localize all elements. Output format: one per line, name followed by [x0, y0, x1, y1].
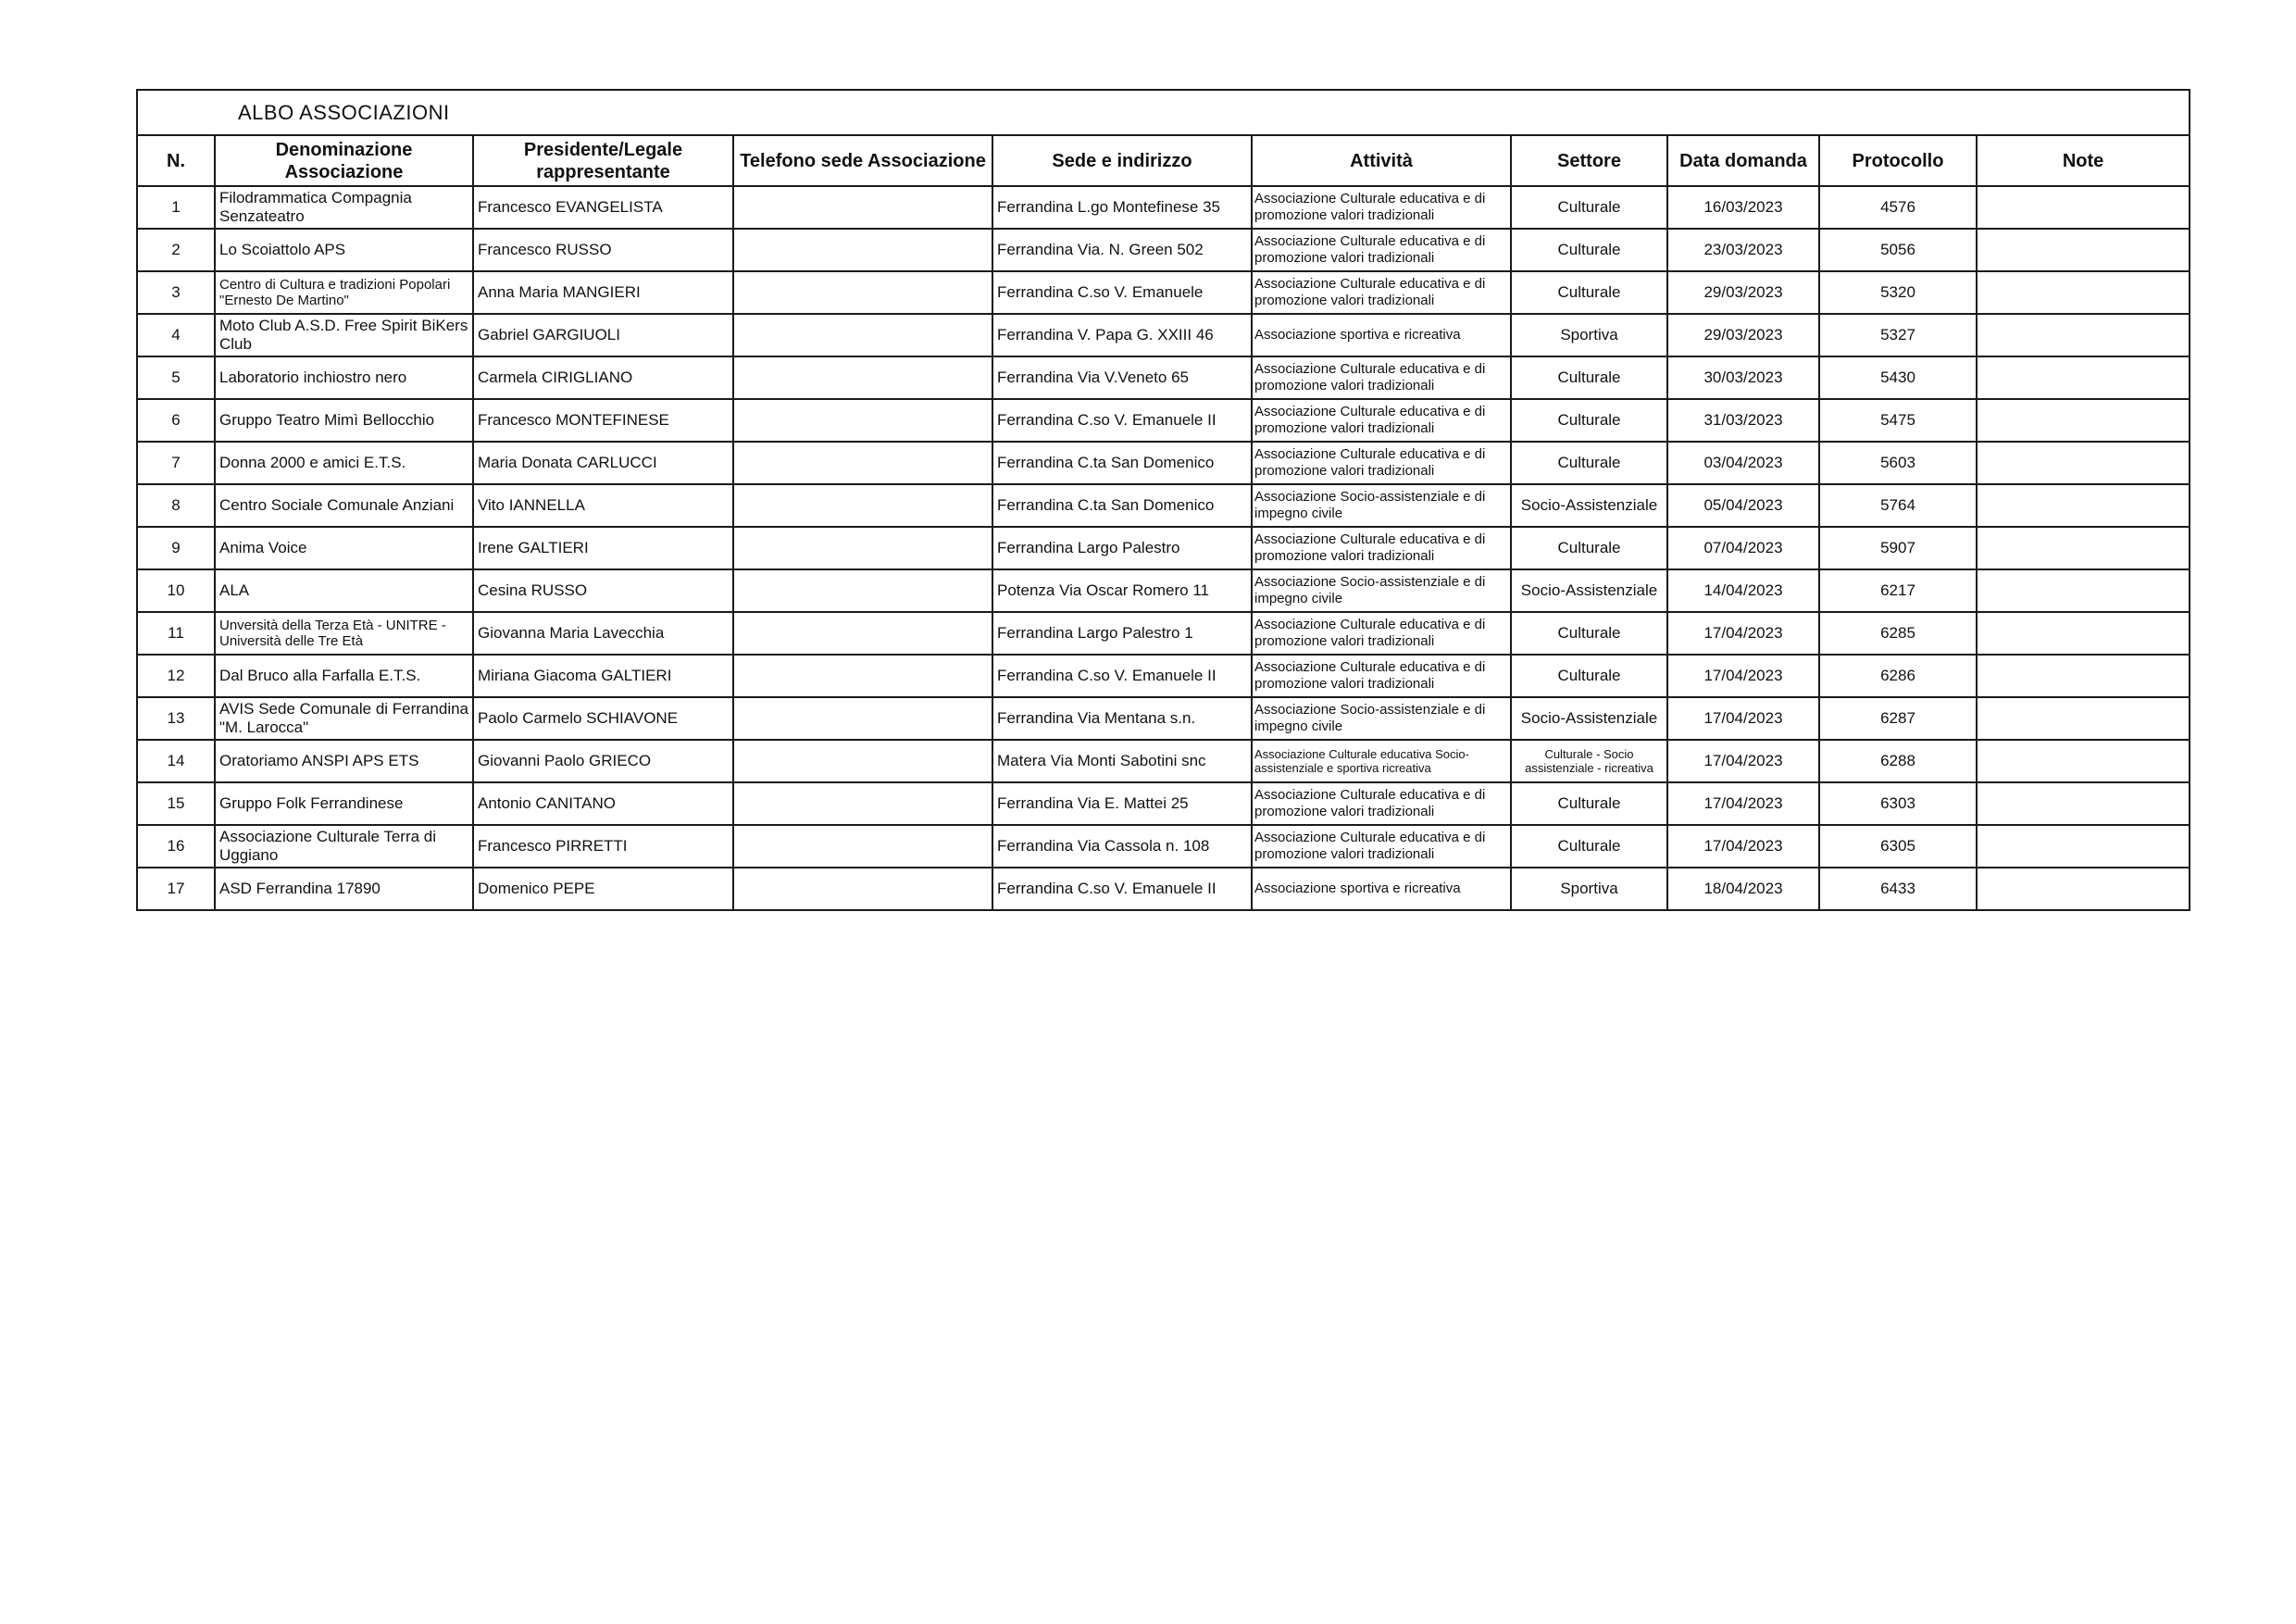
cell-attivita: Associazione Culturale educativa Socio-assistenziale e sportiva ricreativa — [1252, 740, 1511, 782]
cell-telefono — [733, 655, 992, 697]
cell-note — [1977, 186, 2190, 229]
cell-attivita: Associazione Culturale educativa e di promozione valori tradizionali — [1252, 186, 1511, 229]
cell-settore: Socio-Assistenziale — [1511, 569, 1667, 612]
cell-sede: Ferrandina C.so V. Emanuele II — [992, 868, 1252, 910]
cell-protocollo: 5907 — [1819, 527, 1977, 569]
cell-protocollo: 6305 — [1819, 825, 1977, 868]
cell-denominazione: ASD Ferrandina 17890 — [215, 868, 473, 910]
cell-settore: Culturale - Socio assistenziale - ricreativa — [1511, 740, 1667, 782]
cell-telefono — [733, 825, 992, 868]
cell-settore: Socio-Assistenziale — [1511, 484, 1667, 527]
cell-presidente: Antonio CANITANO — [473, 782, 733, 825]
cell-telefono — [733, 229, 992, 271]
cell-attivita: Associazione Culturale educativa e di promozione valori tradizionali — [1252, 356, 1511, 399]
cell-number: 4 — [137, 314, 215, 356]
header-protocollo: Protocollo — [1819, 135, 1977, 186]
cell-telefono — [733, 484, 992, 527]
cell-note — [1977, 356, 2190, 399]
cell-settore: Culturale — [1511, 442, 1667, 484]
cell-note — [1977, 868, 2190, 910]
cell-data-domanda: 17/04/2023 — [1667, 740, 1819, 782]
cell-settore: Culturale — [1511, 527, 1667, 569]
cell-note — [1977, 229, 2190, 271]
cell-sede: Ferrandina Via. N. Green 502 — [992, 229, 1252, 271]
table-row — [137, 271, 2190, 314]
cell-note — [1977, 442, 2190, 484]
cell-denominazione: AVIS Sede Comunale di Ferrandina "M. Larocca" — [215, 697, 473, 740]
cell-settore: Culturale — [1511, 612, 1667, 655]
cell-presidente: Vito IANNELLA — [473, 484, 733, 527]
cell-data-domanda: 17/04/2023 — [1667, 825, 1819, 868]
table-row — [137, 569, 2190, 612]
cell-presidente: Giovanna Maria Lavecchia — [473, 612, 733, 655]
cell-protocollo: 5320 — [1819, 271, 1977, 314]
cell-number: 2 — [137, 229, 215, 271]
cell-attivita: Associazione Culturale educativa e di promozione valori tradizionali — [1252, 399, 1511, 442]
cell-sede: Ferrandina Largo Palestro — [992, 527, 1252, 569]
cell-sede: Ferrandina C.so V. Emanuele II — [992, 399, 1252, 442]
table-row — [137, 442, 2190, 484]
cell-denominazione: Laboratorio inchiostro nero — [215, 356, 473, 399]
cell-protocollo: 6287 — [1819, 697, 1977, 740]
cell-data-domanda: 17/04/2023 — [1667, 655, 1819, 697]
cell-number: 6 — [137, 399, 215, 442]
cell-number: 1 — [137, 186, 215, 229]
cell-telefono — [733, 186, 992, 229]
table-row — [137, 399, 2190, 442]
cell-denominazione: Gruppo Folk Ferrandinese — [215, 782, 473, 825]
cell-note — [1977, 782, 2190, 825]
cell-data-domanda: 29/03/2023 — [1667, 271, 1819, 314]
cell-settore: Culturale — [1511, 825, 1667, 868]
cell-protocollo: 5327 — [1819, 314, 1977, 356]
table-row — [137, 612, 2190, 655]
cell-note — [1977, 740, 2190, 782]
header-sede: Sede e indirizzo — [992, 135, 1252, 186]
cell-note — [1977, 569, 2190, 612]
cell-sede: Potenza Via Oscar Romero 11 — [992, 569, 1252, 612]
cell-number: 9 — [137, 527, 215, 569]
cell-data-domanda: 17/04/2023 — [1667, 612, 1819, 655]
cell-data-domanda: 14/04/2023 — [1667, 569, 1819, 612]
cell-telefono — [733, 868, 992, 910]
cell-attivita: Associazione Culturale educativa e di promozione valori tradizionali — [1252, 655, 1511, 697]
cell-telefono — [733, 314, 992, 356]
cell-attivita: Associazione Culturale educativa e di promozione valori tradizionali — [1252, 825, 1511, 868]
cell-telefono — [733, 697, 992, 740]
cell-note — [1977, 655, 2190, 697]
cell-denominazione: Centro Sociale Comunale Anziani — [215, 484, 473, 527]
cell-settore: Culturale — [1511, 399, 1667, 442]
cell-denominazione: Unversità della Terza Età - UNITRE - Università delle Tre Età — [215, 612, 473, 655]
cell-data-domanda: 23/03/2023 — [1667, 229, 1819, 271]
cell-data-domanda: 07/04/2023 — [1667, 527, 1819, 569]
cell-presidente: Francesco RUSSO — [473, 229, 733, 271]
cell-protocollo: 5056 — [1819, 229, 1977, 271]
cell-note — [1977, 271, 2190, 314]
cell-data-domanda: 05/04/2023 — [1667, 484, 1819, 527]
cell-sede: Ferrandina C.ta San Domenico — [992, 484, 1252, 527]
associations-table — [136, 89, 2190, 911]
cell-data-domanda: 16/03/2023 — [1667, 186, 1819, 229]
cell-number: 11 — [137, 612, 215, 655]
cell-note — [1977, 612, 2190, 655]
cell-telefono — [733, 612, 992, 655]
cell-protocollo: 6288 — [1819, 740, 1977, 782]
cell-data-domanda: 03/04/2023 — [1667, 442, 1819, 484]
table-row — [137, 186, 2190, 229]
cell-protocollo: 4576 — [1819, 186, 1977, 229]
header-n: N. — [137, 135, 215, 186]
cell-attivita: Associazione Culturale educativa e di promozione valori tradizionali — [1252, 442, 1511, 484]
cell-number: 14 — [137, 740, 215, 782]
cell-attivita: Associazione Socio-assistenziale e di impegno civile — [1252, 484, 1511, 527]
cell-settore: Sportiva — [1511, 314, 1667, 356]
cell-protocollo: 6433 — [1819, 868, 1977, 910]
cell-data-domanda: 17/04/2023 — [1667, 782, 1819, 825]
header-denominazione: Denominazione Associazione — [215, 135, 473, 186]
header-presidente: Presidente/Legale rappresentante — [473, 135, 733, 186]
cell-attivita: Associazione Socio-assistenziale e di impegno civile — [1252, 569, 1511, 612]
cell-presidente: Maria Donata CARLUCCI — [473, 442, 733, 484]
cell-sede: Ferrandina C.so V. Emanuele — [992, 271, 1252, 314]
cell-data-domanda: 18/04/2023 — [1667, 868, 1819, 910]
cell-presidente: Gabriel GARGIUOLI — [473, 314, 733, 356]
cell-sede: Ferrandina Via E. Mattei 25 — [992, 782, 1252, 825]
cell-attivita: Associazione Culturale educativa e di promozione valori tradizionali — [1252, 229, 1511, 271]
cell-settore: Culturale — [1511, 655, 1667, 697]
cell-attivita: Associazione Culturale educativa e di promozione valori tradizionali — [1252, 527, 1511, 569]
cell-presidente: Francesco EVANGELISTA — [473, 186, 733, 229]
cell-settore: Culturale — [1511, 229, 1667, 271]
cell-attivita: Associazione sportiva e ricreativa — [1252, 314, 1511, 356]
cell-presidente: Francesco MONTEFINESE — [473, 399, 733, 442]
cell-protocollo: 6285 — [1819, 612, 1977, 655]
cell-number: 17 — [137, 868, 215, 910]
cell-protocollo: 5603 — [1819, 442, 1977, 484]
cell-sede: Ferrandina Via Mentana s.n. — [992, 697, 1252, 740]
header-note: Note — [1977, 135, 2190, 186]
cell-settore: Socio-Assistenziale — [1511, 697, 1667, 740]
cell-telefono — [733, 782, 992, 825]
header-telefono: Telefono sede Associazione — [733, 135, 992, 186]
cell-attivita: Associazione Culturale educativa e di promozione valori tradizionali — [1252, 782, 1511, 825]
cell-sede: Ferrandina Via Cassola n. 108 — [992, 825, 1252, 868]
cell-number: 10 — [137, 569, 215, 612]
table-row — [137, 825, 2190, 868]
cell-denominazione: Gruppo Teatro Mimì Bellocchio — [215, 399, 473, 442]
cell-protocollo: 5430 — [1819, 356, 1977, 399]
cell-denominazione: Moto Club A.S.D. Free Spirit BiKers Club — [215, 314, 473, 356]
table-row — [137, 484, 2190, 527]
cell-note — [1977, 825, 2190, 868]
cell-note — [1977, 399, 2190, 442]
cell-number: 12 — [137, 655, 215, 697]
cell-data-domanda: 17/04/2023 — [1667, 697, 1819, 740]
cell-denominazione: Lo Scoiattolo APS — [215, 229, 473, 271]
cell-attivita: Associazione Socio-assistenziale e di impegno civile — [1252, 697, 1511, 740]
cell-settore: Culturale — [1511, 186, 1667, 229]
cell-number: 8 — [137, 484, 215, 527]
cell-denominazione: Centro di Cultura e tradizioni Popolari "Ernesto De Martino" — [215, 271, 473, 314]
cell-sede: Ferrandina C.so V. Emanuele II — [992, 655, 1252, 697]
table-row — [137, 314, 2190, 356]
cell-sede: Ferrandina C.ta San Domenico — [992, 442, 1252, 484]
cell-note — [1977, 527, 2190, 569]
cell-attivita: Associazione Culturale educativa e di promozione valori tradizionali — [1252, 612, 1511, 655]
cell-number: 13 — [137, 697, 215, 740]
cell-number: 3 — [137, 271, 215, 314]
cell-telefono — [733, 740, 992, 782]
header-attivita: Attività — [1252, 135, 1511, 186]
cell-denominazione: Oratoriamo ANSPI APS ETS — [215, 740, 473, 782]
header-data: Data domanda — [1667, 135, 1819, 186]
cell-note — [1977, 314, 2190, 356]
table-row — [137, 868, 2190, 910]
cell-denominazione: Anima Voice — [215, 527, 473, 569]
cell-presidente: Domenico PEPE — [473, 868, 733, 910]
cell-sede: Ferrandina L.go Montefinese 35 — [992, 186, 1252, 229]
table-row — [137, 229, 2190, 271]
table-title: ALBO ASSOCIAZIONI — [137, 90, 2190, 135]
cell-protocollo: 6217 — [1819, 569, 1977, 612]
cell-settore: Culturale — [1511, 782, 1667, 825]
cell-sede: Ferrandina V. Papa G. XXIII 46 — [992, 314, 1252, 356]
cell-data-domanda: 31/03/2023 — [1667, 399, 1819, 442]
cell-denominazione: ALA — [215, 569, 473, 612]
header-settore: Settore — [1511, 135, 1667, 186]
cell-telefono — [733, 442, 992, 484]
cell-telefono — [733, 356, 992, 399]
cell-presidente: Giovanni Paolo GRIECO — [473, 740, 733, 782]
cell-note — [1977, 484, 2190, 527]
cell-number: 7 — [137, 442, 215, 484]
cell-presidente: Irene GALTIERI — [473, 527, 733, 569]
cell-presidente: Francesco PIRRETTI — [473, 825, 733, 868]
cell-number: 16 — [137, 825, 215, 868]
cell-protocollo: 5764 — [1819, 484, 1977, 527]
cell-presidente: Miriana Giacoma GALTIERI — [473, 655, 733, 697]
associations-register-sheet — [136, 89, 2189, 911]
table-row — [137, 697, 2190, 740]
table-row — [137, 527, 2190, 569]
table-row — [137, 740, 2190, 782]
cell-note — [1977, 697, 2190, 740]
cell-number: 5 — [137, 356, 215, 399]
cell-number: 15 — [137, 782, 215, 825]
cell-denominazione: Associazione Culturale Terra di Uggiano — [215, 825, 473, 868]
cell-protocollo: 6286 — [1819, 655, 1977, 697]
cell-telefono — [733, 399, 992, 442]
cell-presidente: Anna Maria MANGIERI — [473, 271, 733, 314]
table-body — [137, 186, 2190, 910]
cell-data-domanda: 29/03/2023 — [1667, 314, 1819, 356]
cell-attivita: Associazione sportiva e ricreativa — [1252, 868, 1511, 910]
cell-protocollo: 6303 — [1819, 782, 1977, 825]
cell-presidente: Cesina RUSSO — [473, 569, 733, 612]
cell-settore: Culturale — [1511, 271, 1667, 314]
cell-denominazione: Filodrammatica Compagnia Senzateatro — [215, 186, 473, 229]
header-row — [137, 135, 2190, 186]
cell-denominazione: Dal Bruco alla Farfalla E.T.S. — [215, 655, 473, 697]
cell-attivita: Associazione Culturale educativa e di promozione valori tradizionali — [1252, 271, 1511, 314]
title-row — [137, 90, 2190, 135]
cell-presidente: Paolo Carmelo SCHIAVONE — [473, 697, 733, 740]
cell-telefono — [733, 527, 992, 569]
cell-settore: Sportiva — [1511, 868, 1667, 910]
table-row — [137, 655, 2190, 697]
cell-sede: Ferrandina Via V.Veneto 65 — [992, 356, 1252, 399]
table-row — [137, 356, 2190, 399]
cell-protocollo: 5475 — [1819, 399, 1977, 442]
cell-telefono — [733, 569, 992, 612]
cell-telefono — [733, 271, 992, 314]
cell-denominazione: Donna 2000 e amici E.T.S. — [215, 442, 473, 484]
table-row — [137, 782, 2190, 825]
cell-sede: Matera Via Monti Sabotini snc — [992, 740, 1252, 782]
cell-settore: Culturale — [1511, 356, 1667, 399]
cell-sede: Ferrandina Largo Palestro 1 — [992, 612, 1252, 655]
cell-presidente: Carmela CIRIGLIANO — [473, 356, 733, 399]
cell-data-domanda: 30/03/2023 — [1667, 356, 1819, 399]
